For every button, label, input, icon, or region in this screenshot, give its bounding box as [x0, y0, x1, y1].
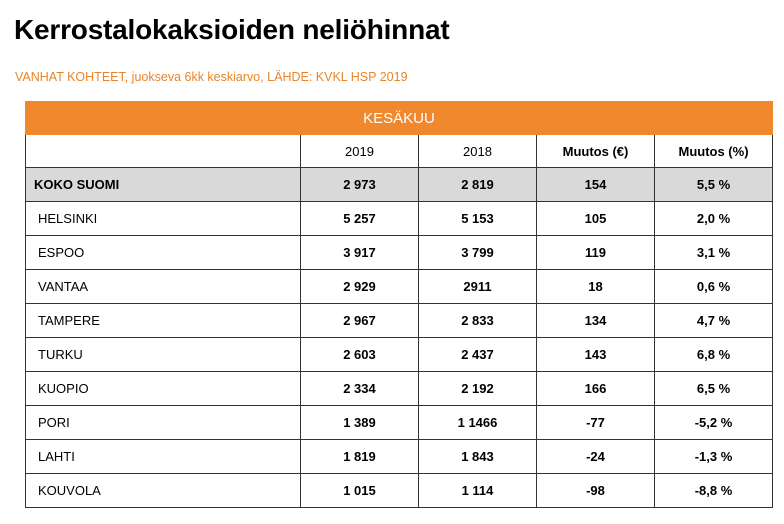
- table-cell-change-pct: 6,5 %: [655, 372, 773, 406]
- page-subtitle: VANHAT KOHTEET, juokseva 6kk keskiarvo, LÄHDE: KVKL HSP 2019: [15, 70, 408, 84]
- table-cell-change-eur: 134: [537, 304, 655, 338]
- table-cell-2018: 5 153: [419, 202, 537, 236]
- table-cell-2019: 3 917: [301, 236, 419, 270]
- column-header-change-eur: Muutos (€): [537, 135, 655, 168]
- table-cell-2018: 1 1466: [419, 406, 537, 440]
- table-cell-change-eur: 18: [537, 270, 655, 304]
- table-cell-2018: 2911: [419, 270, 537, 304]
- column-header-row: [26, 135, 773, 168]
- table-cell-2019: 1 389: [301, 406, 419, 440]
- table-cell-change-eur: -98: [537, 474, 655, 508]
- table-cell-city: LAHTI: [26, 440, 301, 474]
- table-cell-city: HELSINKI: [26, 202, 301, 236]
- table-cell-change-pct: 4,7 %: [655, 304, 773, 338]
- table-cell-2019: 2 603: [301, 338, 419, 372]
- table-cell-2019: 1 819: [301, 440, 419, 474]
- table-cell-2019: 2 967: [301, 304, 419, 338]
- table-cell-change-pct: 5,5 %: [655, 168, 773, 202]
- table-cell-city: PORI: [26, 406, 301, 440]
- table-cell-change-pct: 3,1 %: [655, 236, 773, 270]
- column-header-2018: 2018: [419, 135, 537, 168]
- column-header-city: [26, 135, 301, 168]
- table-cell-change-pct: 0,6 %: [655, 270, 773, 304]
- table-row: [26, 168, 773, 202]
- table-cell-change-pct: -8,8 %: [655, 474, 773, 508]
- table-cell-change-eur: 119: [537, 236, 655, 270]
- table-row: [26, 236, 773, 270]
- table-row: [26, 270, 773, 304]
- table-row: [26, 202, 773, 236]
- table-cell-change-eur: 166: [537, 372, 655, 406]
- table-row: [26, 372, 773, 406]
- table-cell-2019: 1 015: [301, 474, 419, 508]
- table-cell-city: KUOPIO: [26, 372, 301, 406]
- table-cell-city: KOKO SUOMI: [26, 168, 301, 202]
- table-cell-city: TURKU: [26, 338, 301, 372]
- table-cell-change-eur: -24: [537, 440, 655, 474]
- table-cell-2018: 2 192: [419, 372, 537, 406]
- table-cell-change-pct: -5,2 %: [655, 406, 773, 440]
- table-row: [26, 474, 773, 508]
- table-cell-2018: 1 843: [419, 440, 537, 474]
- price-table: [25, 101, 773, 508]
- table-cell-2018: 2 833: [419, 304, 537, 338]
- table-cell-2018: 3 799: [419, 236, 537, 270]
- table-cell-2018: 2 819: [419, 168, 537, 202]
- table-cell-2019: 2 334: [301, 372, 419, 406]
- table-cell-change-eur: 143: [537, 338, 655, 372]
- page-title: Kerrostalokaksioiden neliöhinnat: [14, 14, 450, 45]
- table-cell-city: TAMPERE: [26, 304, 301, 338]
- column-header-2019: 2019: [301, 135, 419, 168]
- table-cell-2019: 2 929: [301, 270, 419, 304]
- column-header-change-pct: Muutos (%): [655, 135, 773, 168]
- table-cell-change-pct: 2,0 %: [655, 202, 773, 236]
- table-row: [26, 304, 773, 338]
- table-cell-change-eur: 154: [537, 168, 655, 202]
- table-cell-2018: 2 437: [419, 338, 537, 372]
- table-row: [26, 338, 773, 372]
- table-cell-2019: 5 257: [301, 202, 419, 236]
- table-cell-city: VANTAA: [26, 270, 301, 304]
- table-row: [26, 440, 773, 474]
- table-row: [26, 406, 773, 440]
- table-cell-2019: 2 973: [301, 168, 419, 202]
- table-cell-change-eur: -77: [537, 406, 655, 440]
- table-cell-change-pct: -1,3 %: [655, 440, 773, 474]
- table-cell-change-pct: 6,8 %: [655, 338, 773, 372]
- table-cell-change-eur: 105: [537, 202, 655, 236]
- table-cell-city: ESPOO: [26, 236, 301, 270]
- table-cell-2018: 1 114: [419, 474, 537, 508]
- table-cell-city: KOUVOLA: [26, 474, 301, 508]
- month-header: KESÄKUU: [26, 102, 773, 135]
